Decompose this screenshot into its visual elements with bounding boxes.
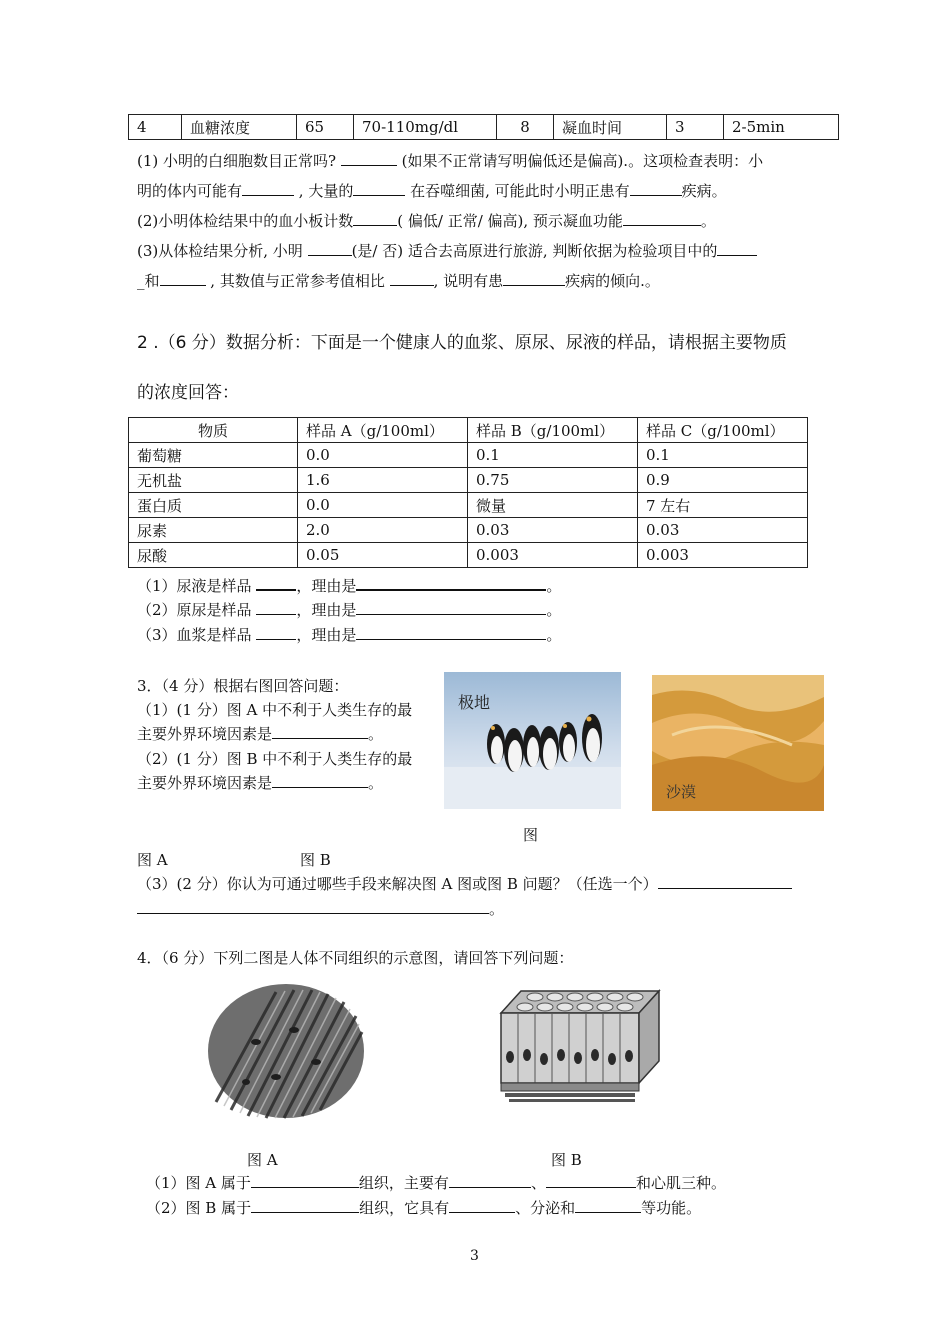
q3-answer-line <box>137 899 504 919</box>
text: （2）图 B 属于 <box>146 1199 252 1217</box>
urine-sample-table <box>128 417 808 568</box>
text: 等功能。 <box>641 1199 702 1217</box>
text: 、 <box>530 1174 546 1192</box>
text: ( 偏低/ 正常/ 偏高), 预示凝血功能 <box>397 212 623 230</box>
table-header-row <box>129 418 808 443</box>
text: (2)小明体检结果中的血小板计数 <box>137 212 354 230</box>
polar-image <box>444 672 621 809</box>
answer-blank[interactable] <box>390 271 434 286</box>
desert-label: 沙漠 <box>666 783 697 801</box>
table-cell: 2.0 <box>298 518 468 543</box>
table-cell: 0.75 <box>468 468 638 493</box>
table-cell: 微量 <box>468 493 638 518</box>
text: 明的体内可能有 <box>137 182 243 200</box>
table-cell: 1.6 <box>298 468 468 493</box>
table-cell: 70-110mg/dl <box>354 115 497 140</box>
text: ，理由是 <box>296 601 357 619</box>
tissue-a-caption: 图 A <box>247 1151 278 1169</box>
q3-line <box>137 773 383 793</box>
epithelial-tissue-image <box>495 987 665 1114</box>
text: （3）(2 分）你认为可通过哪些手段来解决图 A 图或图 B 问题？（任选一个） <box>137 875 658 893</box>
q1-line-2 <box>137 181 727 201</box>
text: , 大量的 <box>294 182 354 200</box>
text: （2）原尿是样品 <box>137 601 257 619</box>
header-cell: 物质 <box>129 418 298 443</box>
table-cell: 8 <box>497 115 554 140</box>
answer-blank[interactable] <box>623 211 701 226</box>
q4-answer-1 <box>146 1173 726 1193</box>
text: 。 <box>368 725 384 743</box>
text: 。 <box>546 577 562 595</box>
table-cell: 蛋白质 <box>129 493 298 518</box>
answer-blank[interactable] <box>160 271 206 286</box>
q1-line-4 <box>137 241 757 261</box>
figure-caption: 图 <box>523 826 539 844</box>
header-cell: 样品 A（g/100ml） <box>298 418 468 443</box>
table-cell: 4 <box>129 115 182 140</box>
q1-line-1 <box>137 151 763 171</box>
text: , 其数值与正常参考值相比 <box>205 272 390 290</box>
q4-title: 4．（6 分）下列二图是人体不同组织的示意图，请回答下列问题： <box>137 949 574 967</box>
text: , 说明有患 <box>433 272 504 290</box>
text: 主要外界环境因素是 <box>137 774 273 792</box>
text: 、分泌和 <box>515 1199 576 1217</box>
text: 。 <box>489 900 505 918</box>
q2-answer-3 <box>137 625 561 645</box>
answer-blank[interactable] <box>272 773 368 788</box>
answer-blank[interactable] <box>546 1173 636 1188</box>
table-cell: 无机盐 <box>129 468 298 493</box>
table-cell: 2-5min <box>724 115 839 140</box>
text: （3）血浆是样品 <box>137 626 257 644</box>
table-cell: 凝血时间 <box>554 115 667 140</box>
q2-answer-2 <box>137 600 561 620</box>
answer-blank[interactable] <box>256 625 296 640</box>
table-cell: 0.1 <box>468 443 638 468</box>
text: 。 <box>546 626 562 644</box>
answer-blank[interactable] <box>449 1198 515 1213</box>
text: (是/ 否) 适合去高原进行旅游, 判断依据为检验项目中的 <box>351 242 718 260</box>
answer-blank[interactable] <box>341 151 397 166</box>
answer-blank[interactable] <box>449 1173 531 1188</box>
q3-sub-1: （1）(1 分）图 A 中不利于人类生存的最 <box>137 701 413 719</box>
muscle-tissue-image <box>206 982 366 1120</box>
text: （1）尿液是样品 <box>137 577 257 595</box>
table-cell: 尿素 <box>129 518 298 543</box>
table-cell: 0.0 <box>298 493 468 518</box>
text: 在吞噬细菌, 可能此时小明正患有 <box>405 182 630 200</box>
table-cell: 7 左右 <box>638 493 808 518</box>
table-cell: 葡萄糖 <box>129 443 298 468</box>
answer-blank[interactable] <box>356 600 546 615</box>
text: 。 <box>546 601 562 619</box>
answer-blank[interactable] <box>630 181 682 196</box>
answer-blank[interactable] <box>242 181 294 196</box>
figure-a-caption: 图 A <box>137 851 168 869</box>
text: 疾病的倾向.。 <box>565 272 660 290</box>
header-cell: 样品 C（g/100ml） <box>638 418 808 443</box>
q2-answer-1 <box>137 575 561 596</box>
text: _和 <box>137 272 160 290</box>
text: 组织，它具有 <box>359 1199 450 1217</box>
table-cell: 65 <box>297 115 354 140</box>
table-row <box>129 468 808 493</box>
table-cell: 0.03 <box>638 518 808 543</box>
answer-blank[interactable] <box>251 1198 359 1213</box>
header-cell: 样品 B（g/100ml） <box>468 418 638 443</box>
answer-blank[interactable] <box>356 575 546 591</box>
q2-heading: 2 .（6 分）数据分析：下面是一个健康人的血浆、原尿、尿液的样品，请根据主要物质 <box>137 333 787 353</box>
q1-line-3 <box>137 211 716 231</box>
q4-answer-2 <box>146 1198 701 1218</box>
table-cell: 0.003 <box>638 543 808 568</box>
q1-line-5 <box>137 271 660 291</box>
desert-image <box>652 675 824 811</box>
text: ，理由是 <box>296 626 357 644</box>
table-cell: 血糖浓度 <box>182 115 297 140</box>
text: （1）图 A 属于 <box>146 1174 251 1192</box>
text: (如果不正常请写明偏低还是偏高).。这项检查表明：小 <box>396 152 764 170</box>
answer-blank[interactable] <box>272 724 368 739</box>
answer-blank[interactable] <box>658 874 792 889</box>
table-row <box>129 443 808 468</box>
muscle-tissue-illustration <box>206 982 366 1120</box>
text: (1) 小明的白细胞数目正常吗? <box>137 152 341 170</box>
polar-label: 极地 <box>458 693 491 712</box>
epithelial-tissue-illustration <box>495 987 665 1114</box>
table-row <box>129 543 808 568</box>
table-cell: 0.0 <box>298 443 468 468</box>
q3-sub-3 <box>137 874 792 894</box>
answer-blank[interactable] <box>717 241 757 256</box>
figure-b-caption: 图 B <box>300 851 331 869</box>
table-cell: 0.003 <box>468 543 638 568</box>
table-cell: 0.9 <box>638 468 808 493</box>
text: 组织，主要有 <box>358 1174 449 1192</box>
q3-line <box>137 724 383 744</box>
answer-blank[interactable] <box>251 1173 359 1188</box>
text: 和心肌三种。 <box>635 1174 726 1192</box>
table-row <box>129 493 808 518</box>
answer-blank[interactable] <box>256 600 296 615</box>
answer-blank[interactable] <box>503 271 565 286</box>
text: 主要外界环境因素是 <box>137 725 273 743</box>
table-cell: 尿酸 <box>129 543 298 568</box>
text: 。 <box>700 212 716 230</box>
table-cell: 3 <box>667 115 724 140</box>
answer-blank[interactable] <box>575 1198 641 1213</box>
tissue-b-caption: 图 B <box>551 1151 582 1169</box>
answer-blank[interactable] <box>308 241 352 256</box>
q2-heading-cont: 的浓度回答： <box>137 383 239 403</box>
q3-title: 3．（4 分）根据右图回答问题： <box>137 677 349 695</box>
answer-blank[interactable] <box>256 575 296 591</box>
answer-blank[interactable] <box>353 211 397 226</box>
table-row <box>129 115 839 140</box>
answer-blank[interactable] <box>353 181 405 196</box>
text: (3)从体检结果分析, 小明 <box>137 242 308 260</box>
answer-blank[interactable] <box>356 625 546 640</box>
text: 。 <box>368 774 384 792</box>
q3-sub-2: （2）(1 分）图 B 中不利于人类生存的最 <box>137 750 413 768</box>
blood-test-table <box>128 114 839 140</box>
text: 疾病。 <box>681 182 727 200</box>
table-cell: 0.03 <box>468 518 638 543</box>
table-cell: 0.1 <box>638 443 808 468</box>
table-row <box>129 518 808 543</box>
answer-blank[interactable] <box>137 899 489 914</box>
page-number: 3 <box>470 1248 479 1264</box>
text: ，理由是 <box>296 577 357 595</box>
table-cell: 0.05 <box>298 543 468 568</box>
